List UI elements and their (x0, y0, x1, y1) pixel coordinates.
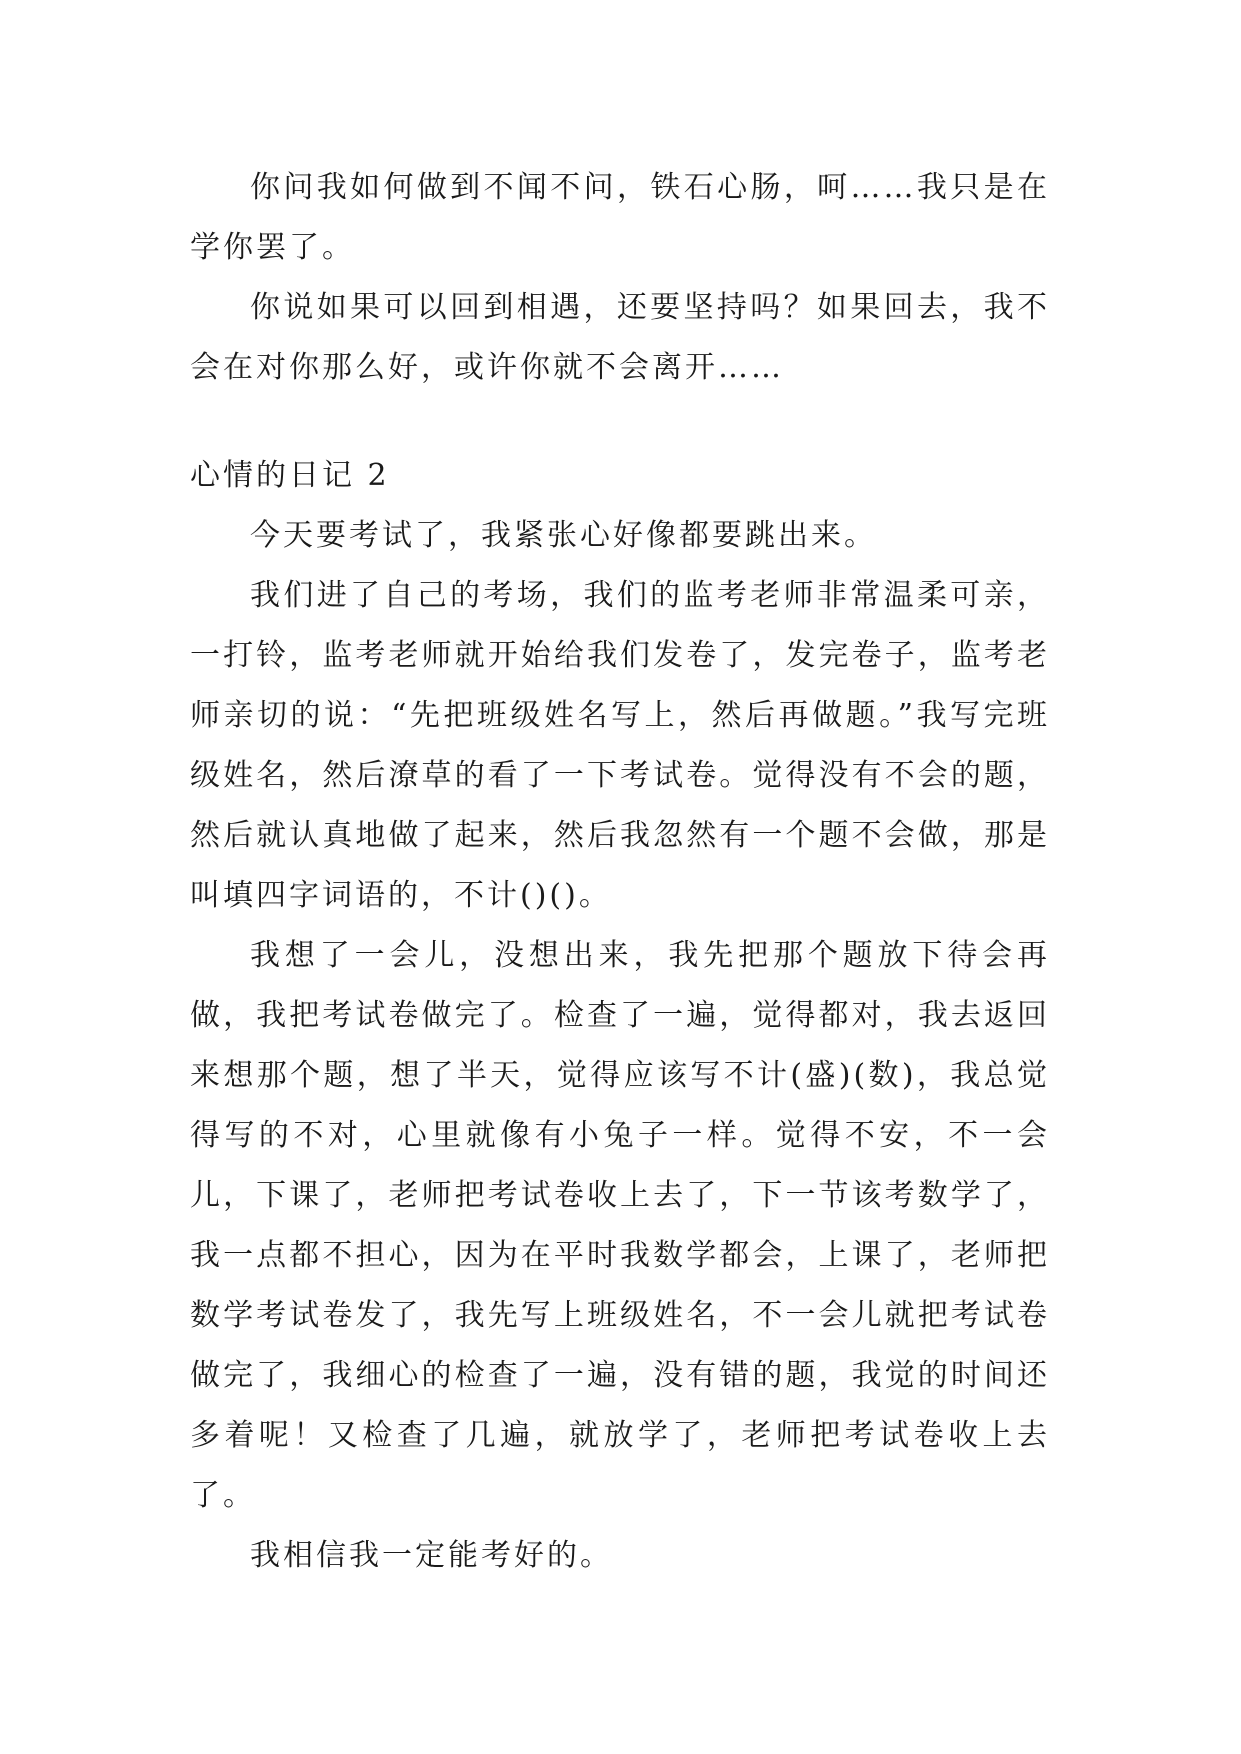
diary-paragraph-1: 今天要考试了，我紧张心好像都要跳出来。 (250, 518, 877, 553)
intro-paragraph-2: 你说如果可以回到相遇，还要坚持吗？如果回去，我不会在对你那么好，或许你就不会离开…… (190, 290, 1050, 385)
document-body (190, 158, 1050, 1586)
diary-title: 心情的日记 2 (190, 458, 390, 493)
diary-paragraph-2: 我们进了自己的考场，我们的监考老师非常温柔可亲，一打铃，监考老师就开始给我们发卷了，发完卷子，监考老师亲切的说：“先把班级姓名写上，然后再做题。”我写完班级姓名，然后潦草的看了一下考试卷。觉得没有不会的题，然后就认真地做了起来，然后我忽然有一个题不会做，那是叫填四字词语的，不计()()。 (190, 578, 1050, 913)
section-spacer (190, 398, 1050, 446)
diary-paragraph-3: 我想了一会儿，没想出来，我先把那个题放下待会再做，我把考试卷做完了。检查了一遍，觉得都对，我去返回来想那个题，想了半天，觉得应该写不计(盛)(数)，我总觉得写的不对，心里就像有小兔子一样。觉得不安，不一会儿，下课了，老师把考试卷收上去了，下一节该考数学了，我一点都不担心，因为在平时我数学都会，上课了，老师把数学考试卷发了，我先写上班级姓名，不一会儿就把考试卷做完了，我细心的检查了一遍，没有错的题，我觉的时间还多着呢！又检查了几遍，就放学了，老师把考试卷收上去了。 (190, 938, 1050, 1513)
intro-paragraph-1: 你问我如何做到不闻不问，铁石心肠，呵……我只是在学你罢了。 (190, 170, 1050, 265)
diary-paragraph-4: 我相信我一定能考好的。 (250, 1538, 613, 1573)
